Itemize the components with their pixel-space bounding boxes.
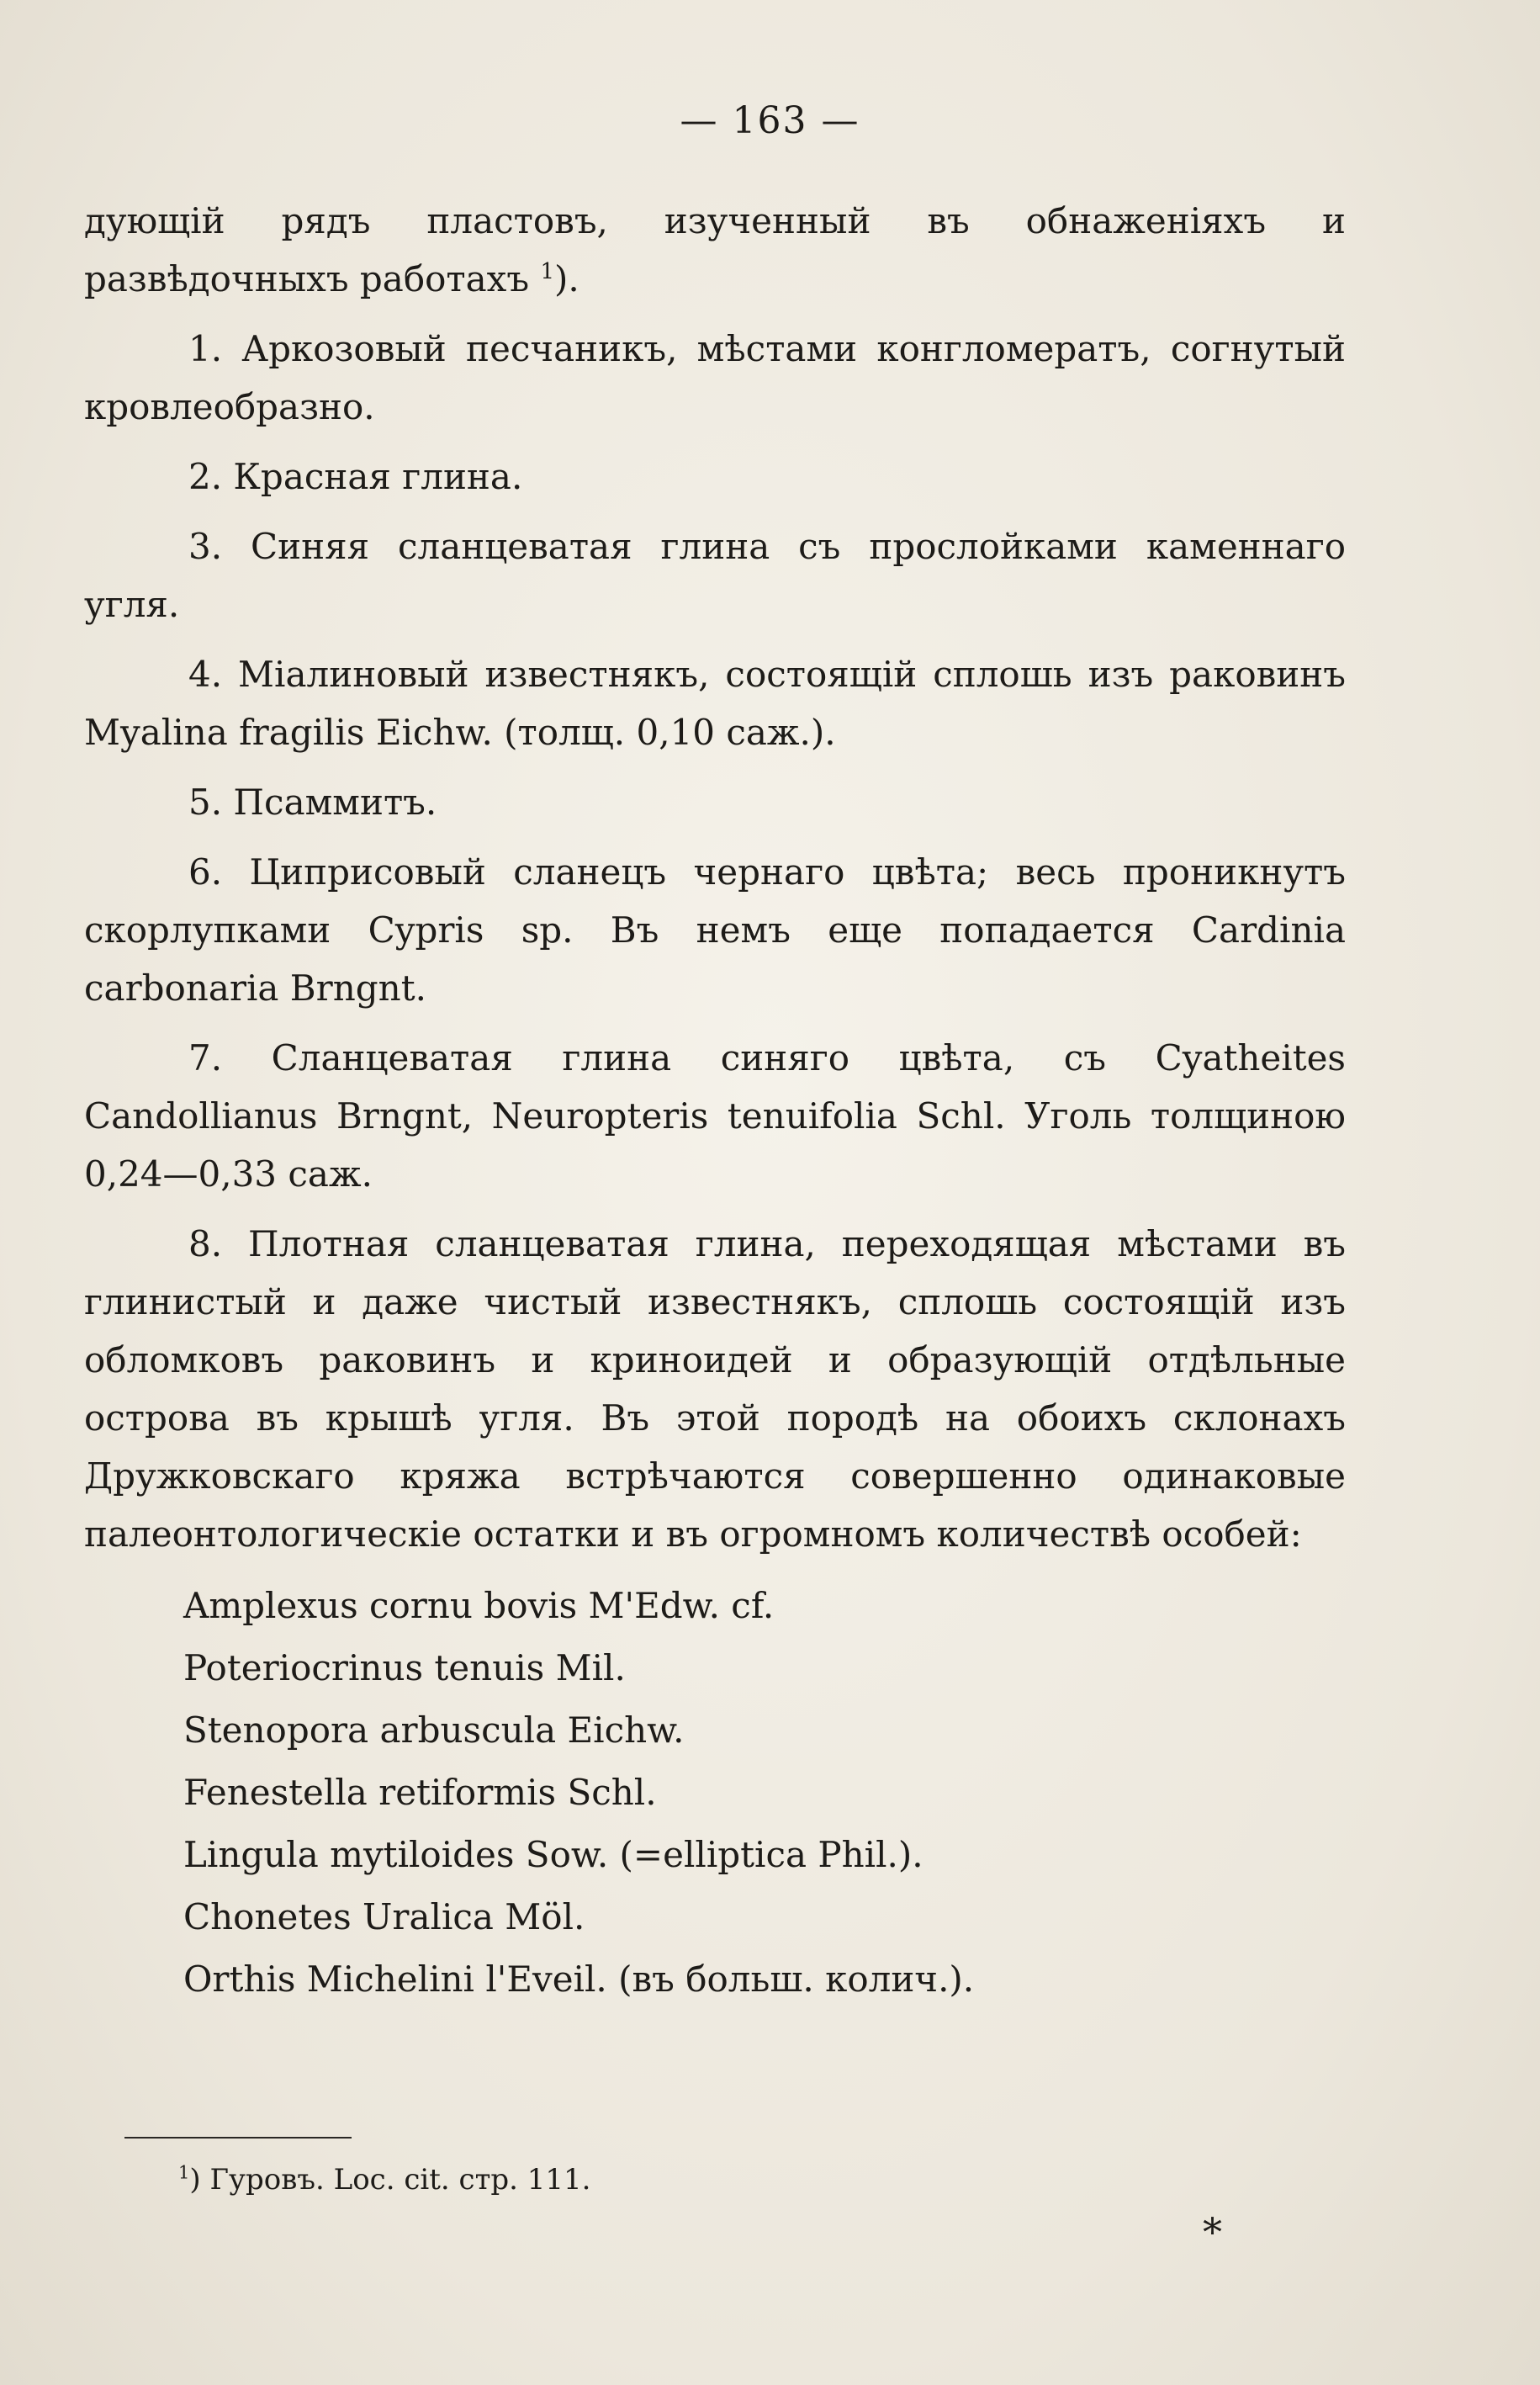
intro-tail: ). xyxy=(554,258,579,299)
main-text xyxy=(84,192,1346,2011)
species-item: Fenestella retiformis Schl. xyxy=(183,1772,657,1813)
layer-1: 1. Аркозовый песчаникъ, мѣстами конгломератъ, согнутый кровлеобразно. xyxy=(84,328,1346,427)
species-item: Amplexus cornu bovis M'Edw. cf. xyxy=(183,1585,775,1626)
species-item: Chonetes Uralica Möl. xyxy=(183,1896,585,1937)
footnote xyxy=(178,2159,590,2201)
footnote-divider xyxy=(124,2137,352,2139)
layer-2: 2. Красная глина. xyxy=(188,456,523,497)
footnote-marker: 1 xyxy=(178,2161,190,2183)
species-item: Lingula mytiloides Sow. (=elliptica Phil.). xyxy=(183,1834,923,1875)
species-item: Orthis Michelini l'Eveil. (въ больш. колич.). xyxy=(183,1958,975,2000)
species-item: Poteriocrinus tenuis Mil. xyxy=(183,1647,626,1688)
layer-8: 8. Плотная сланцеватая глина, переходящая мѣстами въ глинистый и даже чистый известнякъ, сплошь состоящій изъ обломковъ раковинъ и криноидей и образующій отдѣльные острова въ крышѣ угля. Въ этой породѣ на обоихъ склонахъ Дружковскаго кряжа встрѣчаются совершенно одинаковые палеонтологическіе остатки и въ огромномъ количествѣ особей: xyxy=(84,1223,1346,1555)
layer-6: 6. Циприсовый сланецъ чернаго цвѣта; весь проникнутъ скорлупками Cypris sp. Въ немъ еще попадается Cardinia carbonaria Brngnt. xyxy=(84,851,1346,1009)
footnote-text: ) Гуровъ. Loc. cit. стр. 111. xyxy=(189,2163,591,2197)
layer-4: 4. Міалиновый известнякъ, состоящій сплошь изъ раковинъ Myalina fragilis Eichw. (толщ. 0,10 саж.). xyxy=(84,654,1346,753)
species-list xyxy=(84,1575,1346,2011)
layer-5: 5. Псаммитъ. xyxy=(188,782,437,823)
signature-mark: * xyxy=(1203,2209,1222,2255)
layer-3: 3. Синяя сланцеватая глина съ прослойками каменнаго угля. xyxy=(84,526,1346,625)
intro-paragraph xyxy=(84,192,1346,308)
layer-7: 7. Сланцеватая глина синяго цвѣта, съ Cyatheites Candollianus Brngnt, Neuropteris tenuifolia Schl. Уголь толщиною 0,24—0,33 саж. xyxy=(84,1037,1346,1195)
footnote-reference: 1 xyxy=(540,259,554,284)
intro-text: дующій рядъ пластовъ, изученный въ обнаженіяхъ и развѣдочныхъ работахъ xyxy=(84,200,1346,299)
page-number: — 163 — xyxy=(680,99,860,142)
species-item: Stenopora arbuscula Eichw. xyxy=(183,1709,685,1751)
